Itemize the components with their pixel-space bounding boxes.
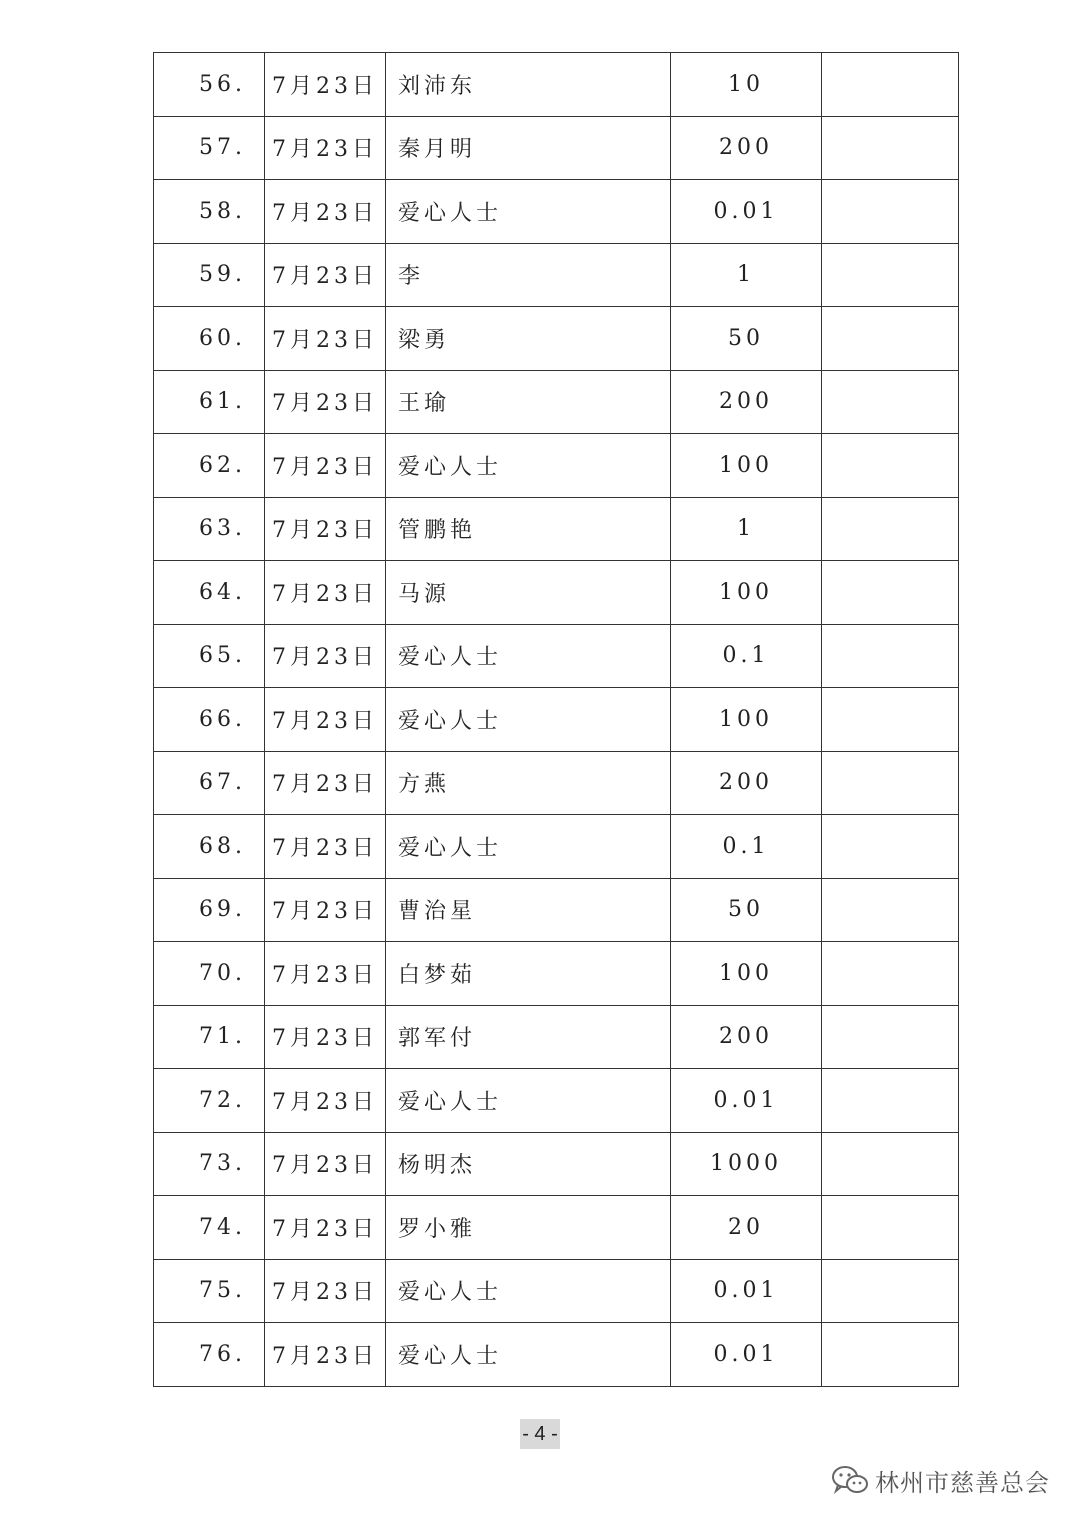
row-number: 70.	[154, 942, 265, 1006]
watermark	[831, 1460, 1050, 1500]
remarks-cell	[822, 561, 959, 625]
donor-name: 李	[386, 243, 671, 307]
table-row	[154, 1196, 959, 1260]
donation-date: 7月23日	[265, 434, 386, 498]
donation-amount: 1	[671, 497, 822, 561]
remarks-cell	[822, 1323, 959, 1387]
donation-date: 7月23日	[265, 1259, 386, 1323]
table-row	[154, 1005, 959, 1069]
table-row	[154, 688, 959, 752]
table-row	[154, 624, 959, 688]
row-number: 60.	[154, 307, 265, 371]
remarks-cell	[822, 624, 959, 688]
donor-name: 爱心人士	[386, 1069, 671, 1133]
remarks-cell	[822, 243, 959, 307]
table-row	[154, 1132, 959, 1196]
wechat-icon	[831, 1465, 869, 1495]
donation-amount: 100	[671, 688, 822, 752]
remarks-cell	[822, 942, 959, 1006]
row-number: 63.	[154, 497, 265, 561]
row-number: 58.	[154, 180, 265, 244]
row-number: 62.	[154, 434, 265, 498]
remarks-cell	[822, 370, 959, 434]
donation-date: 7月23日	[265, 497, 386, 561]
donation-amount: 0.01	[671, 1323, 822, 1387]
remarks-cell	[822, 1132, 959, 1196]
donation-amount: 100	[671, 434, 822, 498]
donor-name: 马源	[386, 561, 671, 625]
remarks-cell	[822, 497, 959, 561]
table-row	[154, 116, 959, 180]
remarks-cell	[822, 1069, 959, 1133]
donation-date: 7月23日	[265, 751, 386, 815]
donor-name: 爱心人士	[386, 1259, 671, 1323]
donation-amount: 0.01	[671, 180, 822, 244]
donation-amount: 200	[671, 1005, 822, 1069]
donor-name: 爱心人士	[386, 815, 671, 879]
donor-name: 曹治星	[386, 878, 671, 942]
donor-name: 杨明杰	[386, 1132, 671, 1196]
table-row	[154, 370, 959, 434]
donation-amount: 50	[671, 307, 822, 371]
donation-date: 7月23日	[265, 243, 386, 307]
row-number: 75.	[154, 1259, 265, 1323]
donation-table	[153, 52, 959, 1387]
donor-name: 罗小雅	[386, 1196, 671, 1260]
remarks-cell	[822, 180, 959, 244]
table-row	[154, 561, 959, 625]
remarks-cell	[822, 751, 959, 815]
donation-date: 7月23日	[265, 307, 386, 371]
table-row	[154, 942, 959, 1006]
donation-amount: 20	[671, 1196, 822, 1260]
watermark-text: 林州市慈善总会	[875, 1468, 1050, 1497]
donor-name: 管鹏艳	[386, 497, 671, 561]
remarks-cell	[822, 1259, 959, 1323]
donation-date: 7月23日	[265, 1196, 386, 1260]
row-number: 61.	[154, 370, 265, 434]
row-number: 72.	[154, 1069, 265, 1133]
donation-date: 7月23日	[265, 878, 386, 942]
donor-name: 秦月明	[386, 116, 671, 180]
donation-amount: 0.01	[671, 1069, 822, 1133]
donation-date: 7月23日	[265, 1132, 386, 1196]
donor-name: 爱心人士	[386, 688, 671, 752]
donation-date: 7月23日	[265, 180, 386, 244]
donation-date: 7月23日	[265, 1323, 386, 1387]
donation-date: 7月23日	[265, 1005, 386, 1069]
donation-date: 7月23日	[265, 815, 386, 879]
donor-name: 刘沛东	[386, 53, 671, 117]
donation-amount: 200	[671, 751, 822, 815]
donor-name: 郭军付	[386, 1005, 671, 1069]
donation-amount: 100	[671, 942, 822, 1006]
row-number: 56.	[154, 53, 265, 117]
donation-amount: 1	[671, 243, 822, 307]
table-row	[154, 1259, 959, 1323]
table-row	[154, 815, 959, 879]
row-number: 66.	[154, 688, 265, 752]
row-number: 76.	[154, 1323, 265, 1387]
remarks-cell	[822, 53, 959, 117]
donation-amount: 0.1	[671, 624, 822, 688]
remarks-cell	[822, 878, 959, 942]
donor-name: 梁勇	[386, 307, 671, 371]
table-row	[154, 180, 959, 244]
table-row	[154, 878, 959, 942]
remarks-cell	[822, 688, 959, 752]
donation-date: 7月23日	[265, 116, 386, 180]
donor-name: 爱心人士	[386, 434, 671, 498]
remarks-cell	[822, 434, 959, 498]
donor-name: 爱心人士	[386, 180, 671, 244]
row-number: 68.	[154, 815, 265, 879]
row-number: 73.	[154, 1132, 265, 1196]
table-row	[154, 1069, 959, 1133]
donor-name: 爱心人士	[386, 624, 671, 688]
donation-date: 7月23日	[265, 370, 386, 434]
donation-amount: 100	[671, 561, 822, 625]
table-row	[154, 307, 959, 371]
donation-amount: 0.01	[671, 1259, 822, 1323]
table-row	[154, 243, 959, 307]
row-number: 74.	[154, 1196, 265, 1260]
donation-date: 7月23日	[265, 688, 386, 752]
row-number: 64.	[154, 561, 265, 625]
donation-date: 7月23日	[265, 624, 386, 688]
donation-table-body	[154, 53, 959, 1387]
row-number: 65.	[154, 624, 265, 688]
donation-date: 7月23日	[265, 1069, 386, 1133]
donation-amount: 1000	[671, 1132, 822, 1196]
remarks-cell	[822, 815, 959, 879]
donation-amount: 10	[671, 53, 822, 117]
donation-amount: 0.1	[671, 815, 822, 879]
table-row	[154, 1323, 959, 1387]
table-row	[154, 434, 959, 498]
remarks-cell	[822, 116, 959, 180]
donor-name: 白梦茹	[386, 942, 671, 1006]
donation-date: 7月23日	[265, 53, 386, 117]
donation-date: 7月23日	[265, 561, 386, 625]
table-row	[154, 497, 959, 561]
donation-amount: 200	[671, 116, 822, 180]
remarks-cell	[822, 1005, 959, 1069]
row-number: 71.	[154, 1005, 265, 1069]
row-number: 69.	[154, 878, 265, 942]
donation-date: 7月23日	[265, 942, 386, 1006]
remarks-cell	[822, 1196, 959, 1260]
page-number: - 4 -	[520, 1419, 560, 1449]
donor-name: 王瑜	[386, 370, 671, 434]
table-row	[154, 53, 959, 117]
donor-name: 爱心人士	[386, 1323, 671, 1387]
donor-name: 方燕	[386, 751, 671, 815]
donation-amount: 50	[671, 878, 822, 942]
row-number: 59.	[154, 243, 265, 307]
donation-amount: 200	[671, 370, 822, 434]
remarks-cell	[822, 307, 959, 371]
row-number: 67.	[154, 751, 265, 815]
table-row	[154, 751, 959, 815]
row-number: 57.	[154, 116, 265, 180]
